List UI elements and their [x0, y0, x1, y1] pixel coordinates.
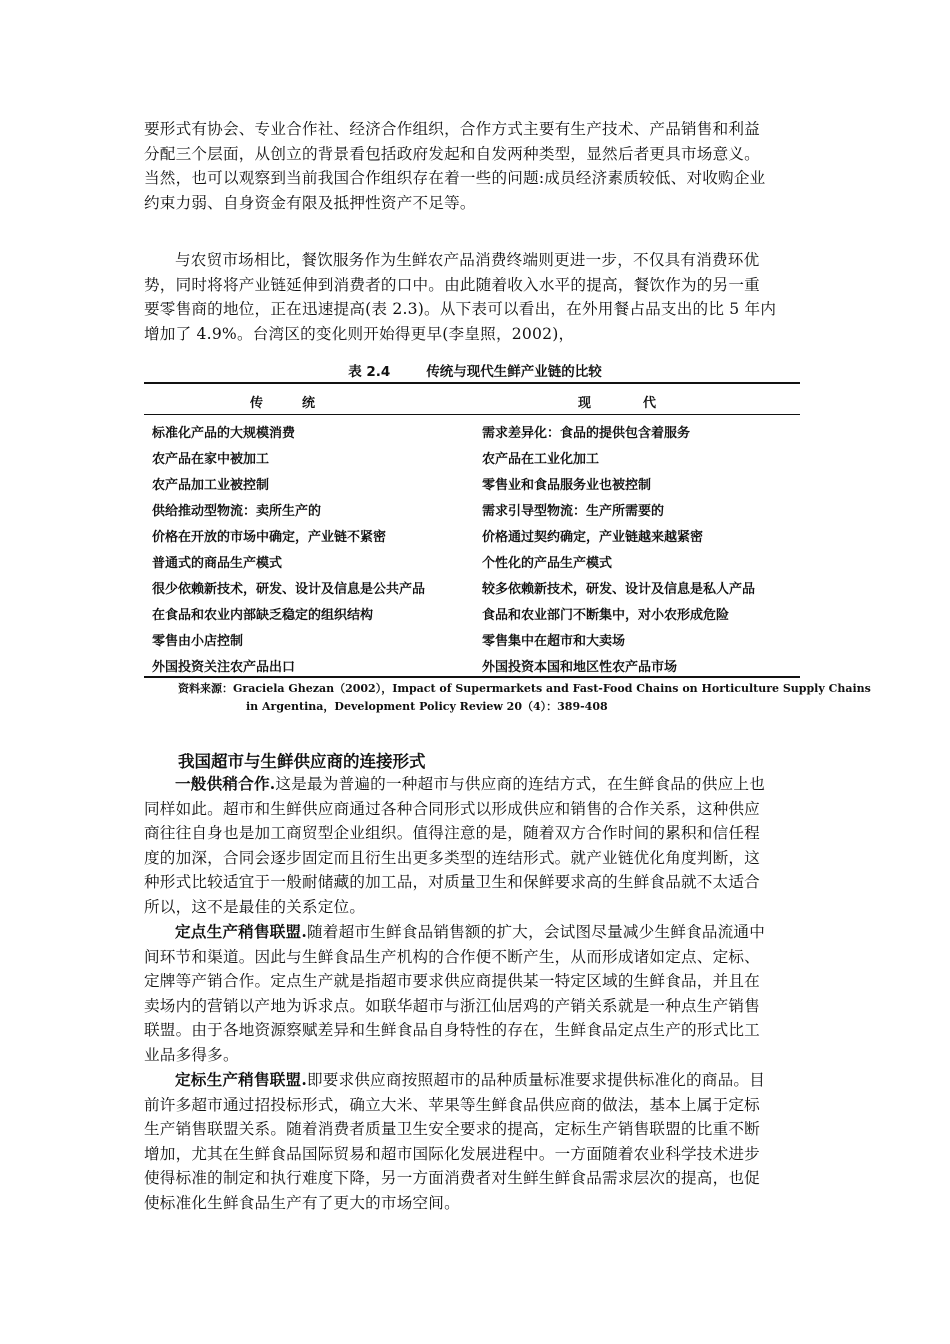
text-line: 同样如此。超市和生鲜供应商通过各种合同形式以形成供应和销售的合作关系，这种供应 — [144, 799, 760, 818]
cell-traditional: 外国投资关注农产品出口 — [152, 659, 296, 675]
text-line: 要零售商的地位，正在迅速提高(表 2.3)。从下表可以看出，在外用餐占品支出的比 5 年内 — [144, 300, 777, 318]
term-heading: 一般供稍合作. — [175, 774, 276, 793]
text-line: 度的加深，合同会逐步固定而且衍生出更多类型的连结形式。就产业链优化角度判断，这 — [144, 848, 760, 867]
text-line: 前许多超市通过招投标形式，确立大米、苹果等生鲜食品供应商的做法，基本上属于定标 — [144, 1095, 760, 1114]
comparison-table — [144, 418, 800, 678]
cell-traditional: 农产品加工业被控制 — [152, 477, 270, 493]
table-row — [144, 600, 800, 626]
cell-modern: 较多依赖新技术，研发、设计及信息是私人产品 — [482, 581, 756, 597]
text-line: 增加，尤其在生鲜食品国际贸易和超市国际化发展进程中。一方面随着农业科学技术进步 — [144, 1144, 760, 1163]
term-heading: 定标生产稍售联盟. — [175, 1070, 307, 1089]
table-header-modern: 现 代 — [578, 396, 657, 411]
paragraph-fixed-point-alliance — [144, 920, 808, 1067]
term-heading: 定点生产稍售联盟. — [175, 922, 307, 941]
text-line: 间环节和渠道。因此与生鲜食品生产机构的合作便不断产生，从而形成诸如定点、定标、 — [144, 947, 760, 966]
text-line: 使标准化生鲜食品生产有了更大的市场空间。 — [144, 1193, 460, 1212]
cell-traditional: 供给推动型物流：卖所生产的 — [152, 503, 322, 519]
text-line: 要形式有协会、专业合作社、经济合作组织，合作方式主要有生产技术、产品销售和利益 — [144, 120, 760, 138]
source-line: 资料来源：Graciela Ghezan（2002），Impact of Supermarkets and Fast-Food Chains on Horticulture Supply Chains — [178, 682, 871, 695]
cell-traditional: 很少依赖新技术，研发、设计及信息是公共产品 — [152, 581, 426, 597]
table-row — [144, 522, 800, 548]
text-line: 增加了 4.9%。台湾区的变化则开始得更早(李皇照，2002)， — [144, 324, 575, 343]
text-line: 种形式比较适宜于一般耐储藏的加工品，对质量卫生和保鲜要求高的生鲜食品就不太适合 — [144, 873, 760, 891]
cell-traditional: 零售由小店控制 — [152, 633, 244, 649]
table-number: 表 2.4 — [348, 364, 391, 380]
paragraph-catering — [144, 248, 808, 346]
cell-modern: 需求引导型物流：生产所需要的 — [482, 503, 665, 519]
text-line: 生产销售联盟关系。随着消费者质量卫生安全要求的提高，定标生产销售联盟的比重不断 — [144, 1120, 760, 1138]
text-line: 约束力弱、自身资金有限及抵押性资产不足等。 — [144, 193, 476, 212]
cell-traditional: 普通式的商品生产模式 — [152, 555, 283, 571]
table-header-rule — [144, 414, 800, 415]
cell-traditional: 标准化产品的大规模消费 — [152, 425, 296, 441]
text-line: 分配三个层面，从创立的背景看包括政府发起和自发两种类型，显然后者更具市场意义。 — [144, 144, 760, 163]
text-line: 使得标准的制定和执行难度下降，另一方面消费者对生鲜生鲜食品需求层次的提高，也促 — [144, 1169, 760, 1187]
cell-modern: 食品和农业部门不断集中，对小农形成危险 — [482, 607, 730, 623]
text-line: 所以，这不是最佳的关系定位。 — [144, 897, 366, 916]
table-row — [144, 574, 800, 600]
section-heading: 我国超市与生鲜供应商的连接形式 — [178, 752, 426, 771]
table-row — [144, 444, 800, 470]
table-row — [144, 496, 800, 522]
table-header-traditional: 传 统 — [250, 396, 316, 411]
paragraph-general-supply — [144, 772, 808, 919]
table-row — [144, 652, 800, 678]
cell-modern: 外国投资本国和地区性农产品市场 — [482, 659, 678, 675]
paragraph-standard-alliance — [144, 1068, 808, 1215]
cell-traditional: 价格在开放的市场中确定，产业链不紧密 — [152, 529, 387, 545]
table-bottom-rule — [144, 676, 800, 678]
text-line: 当然，也可以观察到当前我国合作组织存在着一些的问题:成员经济素质较低、对收购企业 — [144, 169, 766, 187]
cell-traditional: 农产品在家中被加工 — [152, 451, 270, 467]
text-line: 业品多得多。 — [144, 1045, 239, 1064]
text-line: 定牌等产销合作。定点生产就是指超市要求供应商提供某一特定区域的生鲜食品，并且在 — [144, 972, 760, 990]
table-top-rule — [144, 382, 800, 384]
table-row — [144, 470, 800, 496]
text-line: 与农贸市场相比，餐饮服务作为生鲜农产品消费终端则更进一步，不仅具有消费环优 — [175, 251, 760, 269]
cell-modern: 价格通过契约确定，产业链越来越紧密 — [482, 529, 704, 545]
cell-modern: 农产品在工业化加工 — [482, 451, 600, 467]
cell-traditional: 在食品和农业内部缺乏稳定的组织结构 — [152, 607, 374, 623]
table-source-note — [178, 680, 871, 716]
text-line: 随着超市生鲜食品销售额的扩大，会试图尽量减少生鲜食品流通中 — [306, 923, 766, 941]
text-line: 商往往自身也是加工商贸型企业组织。值得注意的是，随着双方合作时间的累积和信任程 — [144, 824, 760, 842]
text-line: 联盟。由于各地资源察赋差异和生鲜食品自身特性的存在，生鲜食品定点生产的形式比工 — [144, 1021, 760, 1039]
cell-modern: 零售集中在超市和大卖场 — [482, 633, 626, 649]
table-row — [144, 418, 800, 444]
table-title: 传统与现代生鲜产业链的比较 — [426, 364, 602, 380]
text-line: 卖场内的营销以产地为诉求点。如联华超市与浙江仙居鸡的产销关系就是一种点生产销售 — [144, 996, 760, 1015]
text-line: 势，同时将将产业链延伸到消费者的口中。由此随着收入水平的提高，餐饮作为的另一重 — [144, 275, 760, 294]
table-row — [144, 548, 800, 574]
source-line: in Argentina，Development Policy Review 20（4）：389-408 — [246, 700, 608, 713]
cell-modern: 需求差异化：食品的提供包含着服务 — [482, 425, 691, 441]
paragraph-cooperatives — [144, 117, 808, 215]
cell-modern: 个性化的产品生产模式 — [482, 555, 613, 571]
table-row — [144, 626, 800, 652]
text-line: 即要求供应商按照超市的品种质量标准要求提供标准化的商品。目 — [306, 1071, 766, 1089]
text-line: 这是最为普遍的一种超市与供应商的连结方式，在生鲜食品的供应上也 — [275, 775, 766, 793]
table-caption — [0, 360, 950, 380]
cell-modern: 零售业和食品服务业也被控制 — [482, 477, 652, 493]
